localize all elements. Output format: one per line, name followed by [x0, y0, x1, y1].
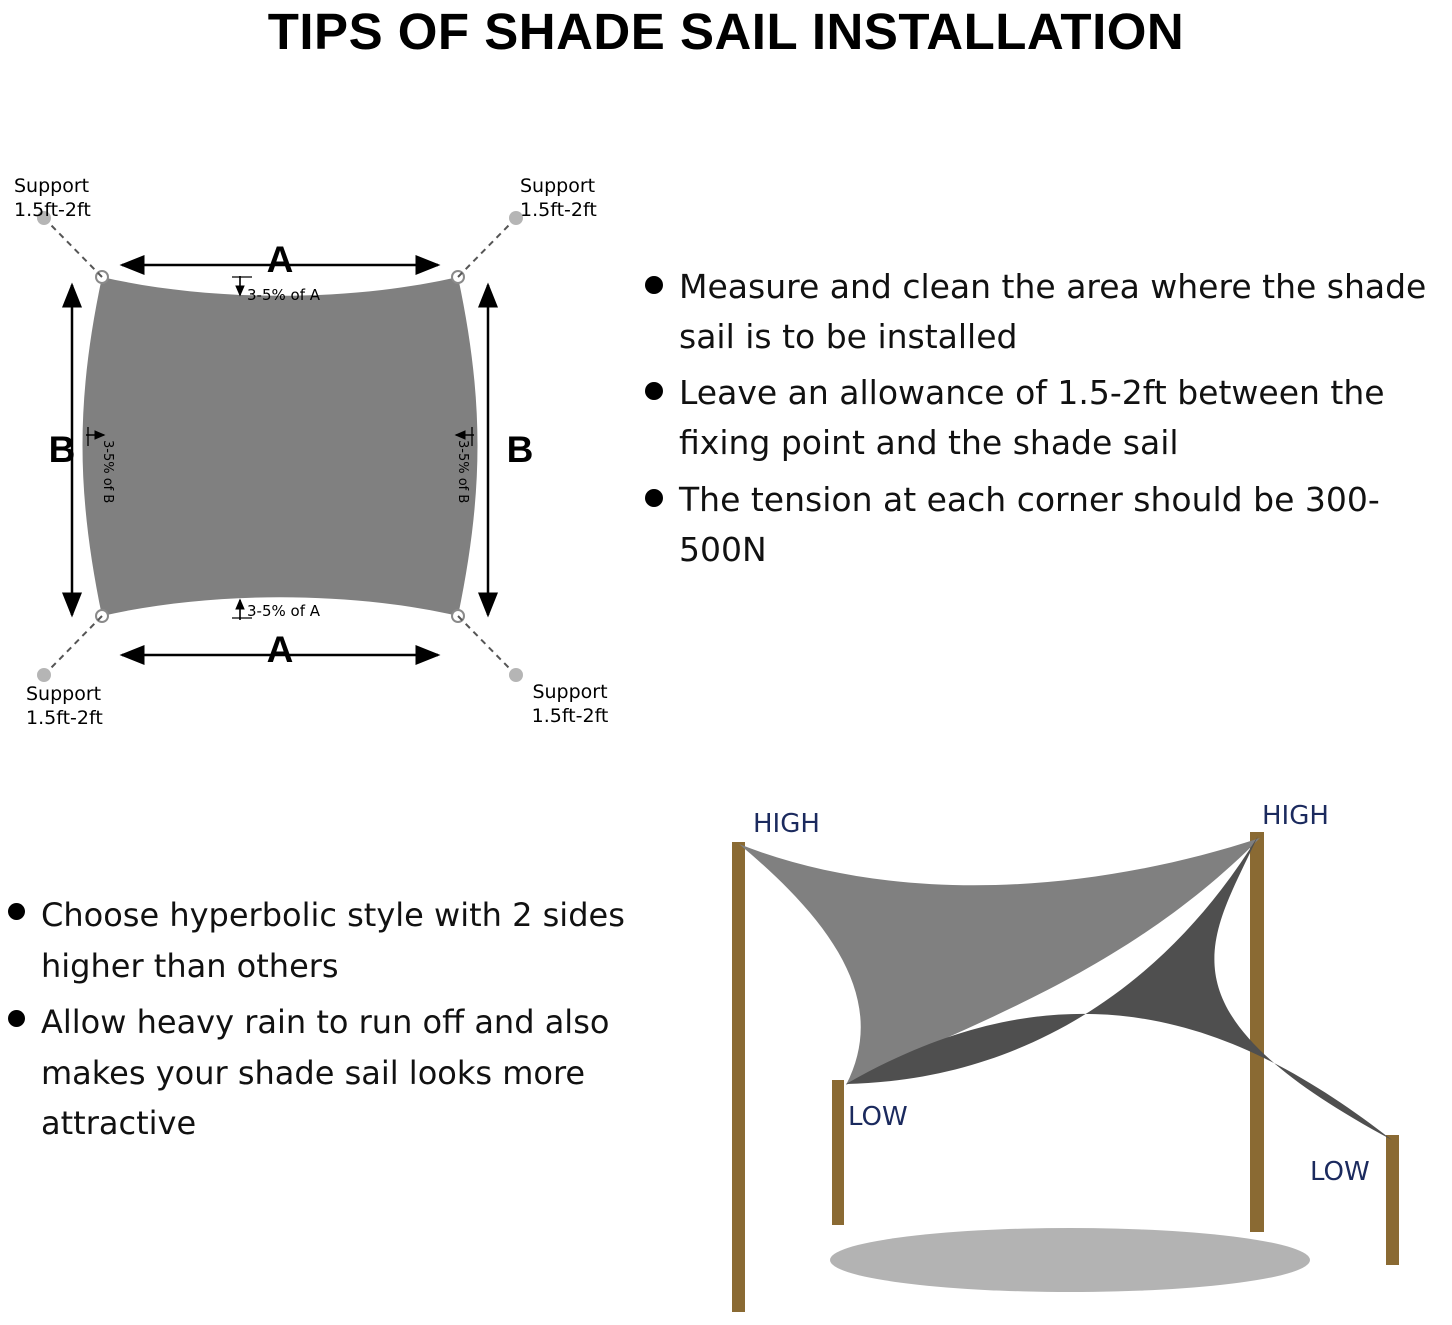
label-high-right: HIGH: [1262, 801, 1329, 831]
support-line: [48, 616, 102, 671]
pole-high-right: [1250, 832, 1264, 1232]
support-label-bottom-left-line2: 1.5ft-2ft: [26, 707, 103, 729]
label-low-left: LOW: [848, 1102, 908, 1132]
dimension-label-top: A: [266, 239, 294, 280]
list-item: [645, 262, 1452, 362]
dimension-label-left: B: [48, 429, 76, 470]
bullet-icon: [645, 276, 663, 294]
support-label-top-right-line2: 1.5ft-2ft: [520, 199, 597, 221]
support-line: [48, 222, 102, 277]
label-high-left: HIGH: [753, 809, 820, 839]
anchor-dot: [37, 668, 51, 682]
support-label-bottom-left-line1: Support: [26, 683, 102, 705]
style-tip-text: Allow heavy rain to run off and also makes your shade sail looks more attractive: [41, 1003, 610, 1143]
bullet-icon: [8, 903, 25, 920]
curve-depth-left-label: 3-5% of B: [100, 440, 115, 504]
hyperbolic-sail-diagram: [650, 780, 1450, 1325]
support-label-bottom-right-line2: 1.5ft-2ft: [531, 705, 609, 727]
sail-body: [83, 277, 478, 616]
style-tip-text: Choose hyperbolic style with 2 sides higher than others: [41, 896, 625, 985]
rectangular-sail-diagram: [0, 150, 660, 750]
support-label-top-left-line2: 1.5ft-2ft: [14, 199, 91, 221]
dimension-label-right: B: [506, 429, 534, 470]
ground-shadow: [830, 1228, 1310, 1292]
tip-text: The tension at each corner should be 300-500N: [679, 479, 1380, 569]
style-tips-list: [0, 890, 640, 1155]
support-label-top-left-line1: Support: [14, 175, 90, 197]
page-title: TIPS OF SHADE SAIL INSTALLATION: [267, 3, 1185, 60]
support-label-top-right-line1: Support: [520, 175, 596, 197]
pole-high-left: [732, 842, 745, 1312]
list-item: [0, 997, 640, 1149]
installation-tips-list: [645, 262, 1452, 581]
tip-text: Leave an allowance of 1.5-2ft between the fixing point and the shade sail: [679, 373, 1385, 463]
curve-depth-top-label: 3-5% of A: [247, 286, 321, 304]
dimension-label-bottom: A: [266, 629, 294, 670]
list-item: [0, 890, 640, 991]
pole-low-right: [1386, 1135, 1399, 1265]
support-line: [458, 222, 512, 277]
curve-depth-right-label: 3-5% of B: [455, 440, 470, 504]
bullet-icon: [645, 382, 663, 400]
list-item: [645, 368, 1452, 468]
anchor-dot: [509, 668, 523, 682]
tip-text: Measure and clean the area where the shade sail is to be installed: [679, 267, 1427, 357]
support-label-bottom-right-line1: Support: [532, 681, 608, 703]
label-low-right: LOW: [1310, 1157, 1370, 1187]
pole-low-left: [832, 1080, 844, 1225]
bullet-icon: [8, 1010, 25, 1027]
curve-depth-bottom-label: 3-5% of A: [247, 602, 321, 620]
bullet-icon: [645, 489, 663, 507]
list-item: [645, 475, 1452, 575]
support-line: [458, 616, 512, 671]
